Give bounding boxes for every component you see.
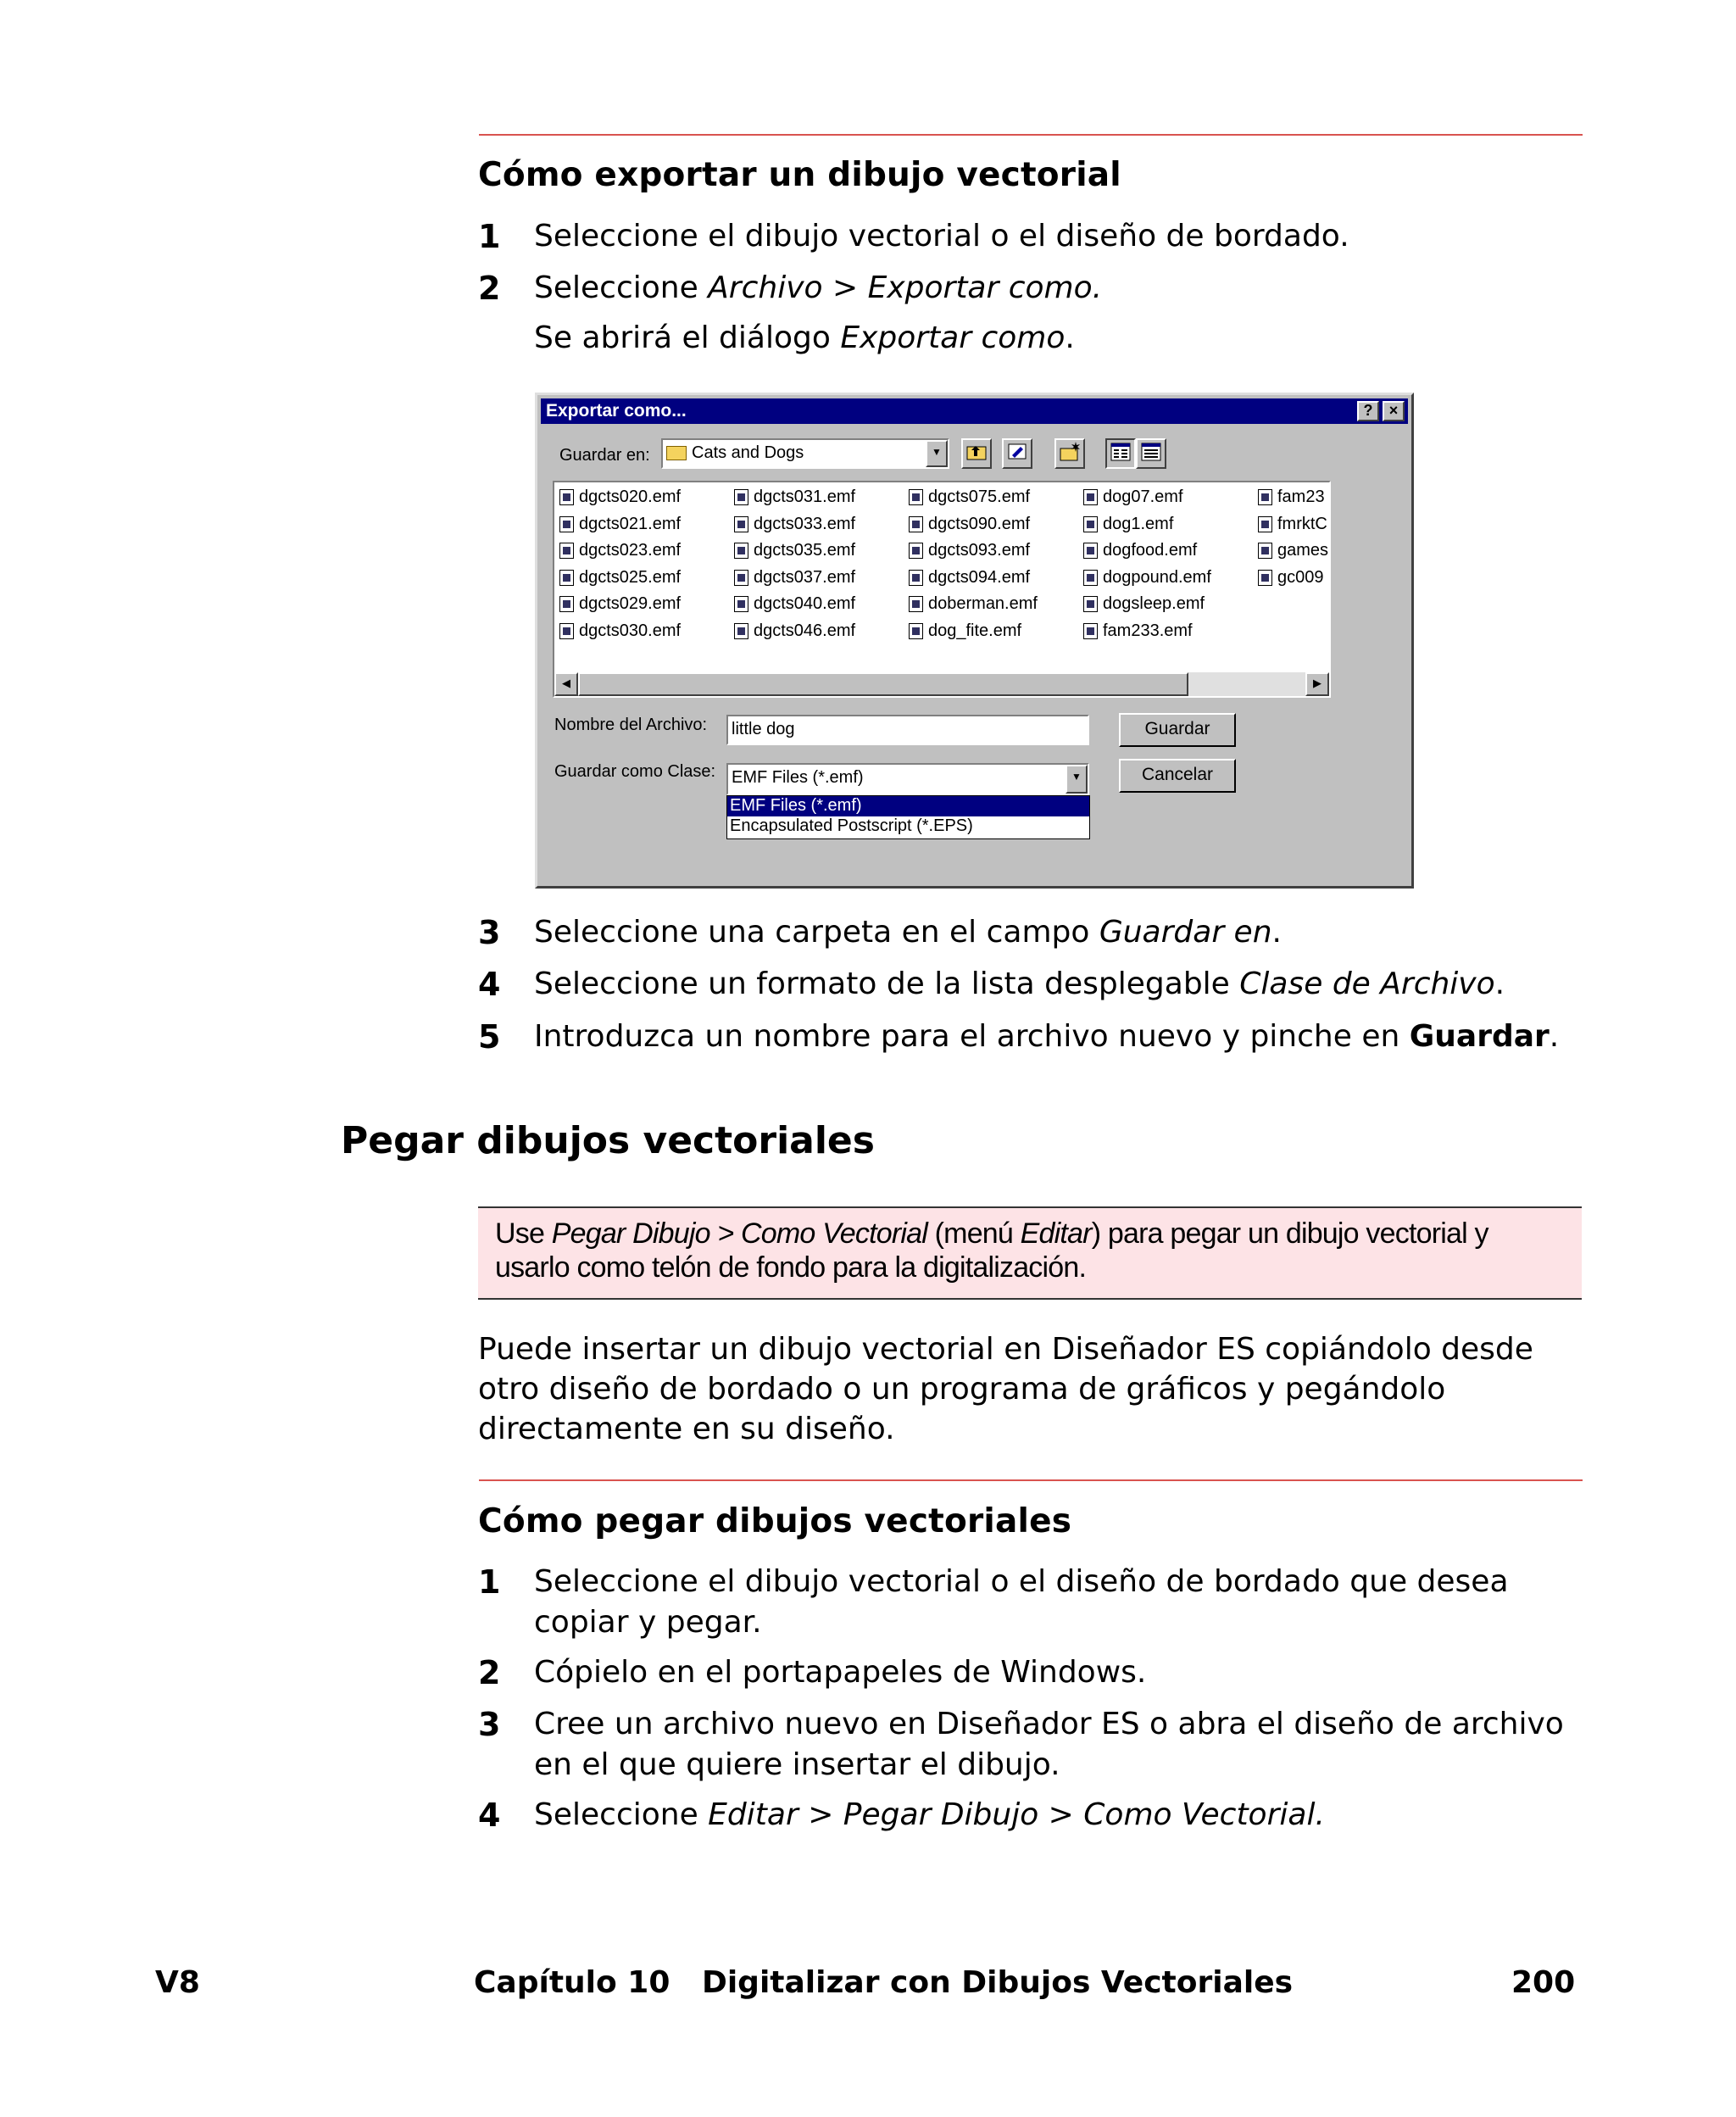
text: Seleccione — [534, 1797, 709, 1832]
note-text: Use — [495, 1217, 552, 1250]
emf-file-icon — [909, 516, 923, 532]
emf-file-icon — [559, 543, 574, 559]
step-text — [534, 1795, 1580, 1836]
file-name: games — [1277, 541, 1329, 560]
field-name: Clase de Archivo — [1239, 967, 1495, 1001]
text: Se abrirá el diálogo — [534, 320, 841, 355]
scroll-left-button[interactable]: ◀ — [554, 672, 578, 696]
file-name: dog_fite.emf — [928, 621, 1022, 640]
menu-path: Archivo > Exportar como. — [708, 270, 1103, 305]
file-item[interactable] — [905, 511, 1079, 538]
file-item[interactable] — [1080, 565, 1254, 592]
file-item[interactable] — [731, 538, 904, 565]
file-item[interactable] — [731, 618, 904, 645]
step-4 — [478, 964, 1580, 1005]
file-name: dgcts029.emf — [579, 594, 682, 613]
file-item[interactable] — [556, 511, 730, 538]
footer-chapter: Capítulo 10 Digitalizar con Dibujos Vectoriales — [474, 1965, 1294, 2000]
file-name: dgcts094.emf — [928, 567, 1031, 587]
file-name: dogfood.emf — [1103, 541, 1198, 560]
step-text: Seleccione el dibujo vectorial o el diseño de bordado. — [534, 219, 1349, 253]
file-name: dog1.emf — [1103, 514, 1174, 533]
paste-step-4 — [478, 1795, 1580, 1836]
emf-file-icon — [734, 543, 748, 559]
note-menu-path: Pegar Dibujo > Como Vectorial — [551, 1217, 927, 1250]
scroll-thumb[interactable] — [578, 672, 1188, 696]
step-text — [534, 964, 1580, 1005]
step-text: Seleccione el dibujo vectorial o el diseño de bordado que desea copiar y pegar. — [534, 1564, 1509, 1640]
emf-file-icon — [734, 570, 748, 586]
file-column — [1255, 484, 1331, 591]
new-folder-icon — [1058, 440, 1082, 464]
up-folder-button[interactable] — [961, 438, 992, 469]
step-3 — [478, 912, 1580, 953]
step-text — [534, 318, 1580, 359]
filename-input[interactable]: little dog — [726, 715, 1089, 745]
emf-file-icon — [909, 489, 923, 505]
menu-path: Editar > Pegar Dibujo > Como Vectorial. — [708, 1797, 1325, 1832]
step-2-result — [478, 318, 1580, 359]
horizontal-scrollbar[interactable] — [554, 672, 1329, 696]
file-name: gc009 — [1277, 567, 1324, 587]
text: . — [1271, 915, 1282, 950]
chevron-down-icon[interactable]: ▼ — [1066, 765, 1088, 794]
paste-step-2 — [478, 1652, 1580, 1693]
file-item[interactable] — [731, 511, 904, 538]
step-2 — [478, 268, 1580, 309]
file-column — [556, 484, 730, 644]
file-name: dgcts075.emf — [928, 487, 1031, 506]
note-box — [478, 1206, 1582, 1300]
help-button[interactable]: ? — [1357, 401, 1379, 421]
emf-file-icon — [909, 570, 923, 586]
step-number: 2 — [478, 270, 501, 307]
dialog-title: Exportar como... — [546, 401, 687, 421]
file-item[interactable] — [905, 538, 1079, 565]
cancel-button[interactable]: Cancelar — [1119, 759, 1236, 793]
file-item[interactable] — [1080, 484, 1254, 511]
file-item[interactable] — [556, 565, 730, 592]
emf-file-icon — [734, 489, 748, 505]
step-1 — [478, 216, 1580, 257]
field-name: Guardar en — [1099, 915, 1272, 950]
text: Seleccione una carpeta en el campo — [534, 915, 1099, 950]
text: Seleccione — [534, 270, 709, 305]
file-column — [905, 484, 1079, 644]
file-item[interactable] — [1255, 538, 1331, 565]
file-item[interactable] — [905, 618, 1079, 645]
section-rule — [479, 1479, 1583, 1481]
file-item[interactable] — [1255, 511, 1331, 538]
file-item[interactable] — [556, 538, 730, 565]
emf-file-icon — [1258, 489, 1272, 505]
note-menu-name: Editar — [1020, 1217, 1092, 1250]
emf-file-icon — [559, 596, 574, 612]
file-type-dropdown — [726, 795, 1090, 839]
file-item[interactable] — [905, 484, 1079, 511]
emf-file-icon — [1083, 543, 1098, 559]
step-number: 1 — [478, 218, 501, 255]
emf-file-icon — [1258, 543, 1272, 559]
file-type-select[interactable] — [726, 763, 1089, 795]
emf-file-icon — [559, 570, 574, 586]
file-type-value: EMF Files (*.emf) — [732, 768, 864, 787]
file-name: dgcts046.emf — [754, 621, 856, 640]
step-text — [534, 1017, 1580, 1057]
chevron-down-icon[interactable]: ▼ — [926, 440, 948, 467]
file-item[interactable] — [905, 565, 1079, 592]
footer-version: V8 — [155, 1965, 200, 2000]
file-column — [1080, 484, 1254, 644]
list-view-icon — [1109, 440, 1132, 464]
paste-step-1 — [478, 1562, 1580, 1643]
emf-file-icon — [1258, 570, 1272, 586]
file-name: dogsleep.emf — [1103, 594, 1205, 613]
heading-paste: Pegar dibujos vectoriales — [341, 1119, 875, 1162]
file-name: dgcts037.emf — [754, 567, 856, 587]
file-item[interactable] — [905, 591, 1079, 618]
step-number: 3 — [478, 914, 501, 951]
file-item[interactable] — [731, 565, 904, 592]
file-name: fam23 — [1277, 487, 1325, 506]
close-button[interactable]: × — [1383, 401, 1405, 421]
type-label: Guardar como Clase: — [554, 762, 716, 781]
file-item[interactable] — [1255, 484, 1331, 511]
list-view-button[interactable] — [1105, 438, 1136, 469]
note-text: ) para pegar un dibujo vectorial y usarlo como telón de fondo para la digitalización. — [495, 1217, 1488, 1284]
section-rule — [479, 134, 1583, 136]
text: . — [1065, 320, 1075, 355]
text: Introduzca un nombre para el archivo nuevo y pinche en — [534, 1019, 1410, 1054]
details-view-icon — [1139, 440, 1163, 464]
save-in-label: Guardar en: — [559, 446, 650, 465]
emf-file-icon — [909, 596, 923, 612]
file-name: dgcts033.emf — [754, 514, 856, 533]
file-name: dog07.emf — [1103, 487, 1183, 506]
save-in-value: Cats and Dogs — [692, 443, 804, 462]
file-item[interactable] — [731, 591, 904, 618]
file-type-option-eps[interactable]: Encapsulated Postscript (*.EPS) — [730, 816, 973, 835]
details-view-button[interactable] — [1136, 438, 1166, 469]
folder-icon — [666, 446, 687, 460]
file-name: dgcts031.emf — [754, 487, 856, 506]
file-name: dgcts035.emf — [754, 541, 856, 560]
step-number: 5 — [478, 1018, 501, 1056]
file-type-option-emf[interactable]: EMF Files (*.emf) — [727, 796, 1089, 816]
emf-file-icon — [734, 623, 748, 639]
step-text — [534, 268, 1580, 309]
dialog-name: Exportar como — [840, 320, 1066, 355]
export-dialog — [535, 393, 1414, 889]
desktop-icon — [1005, 440, 1029, 464]
note-text: (menú — [927, 1217, 1021, 1250]
file-item[interactable] — [556, 591, 730, 618]
file-name: dgcts030.emf — [579, 621, 682, 640]
file-item[interactable] — [1080, 538, 1254, 565]
file-item[interactable] — [1080, 618, 1254, 645]
scroll-right-button[interactable]: ▶ — [1305, 672, 1329, 696]
step-number: 4 — [478, 1797, 501, 1834]
file-name: dogpound.emf — [1103, 567, 1211, 587]
file-item[interactable] — [556, 484, 730, 511]
text: . — [1549, 1019, 1560, 1054]
emf-file-icon — [734, 596, 748, 612]
save-in-combo[interactable] — [661, 438, 949, 469]
file-item[interactable] — [1255, 565, 1331, 592]
heading-how-to-paste: Cómo pegar dibujos vectoriales — [478, 1502, 1072, 1540]
step-number: 2 — [478, 1654, 501, 1691]
dialog-titlebar — [541, 398, 1408, 424]
file-list[interactable] — [553, 481, 1331, 698]
emf-file-icon — [559, 623, 574, 639]
emf-file-icon — [1258, 516, 1272, 532]
step-text — [534, 912, 1580, 953]
file-name: doberman.emf — [928, 594, 1038, 613]
file-name: dgcts090.emf — [928, 514, 1031, 533]
file-item[interactable] — [556, 618, 730, 645]
text: . — [1494, 967, 1505, 1001]
file-name: dgcts020.emf — [579, 487, 682, 506]
file-item[interactable] — [1080, 591, 1254, 618]
file-column — [731, 484, 904, 644]
step-number: 1 — [478, 1563, 501, 1601]
button-name: Guardar — [1409, 1019, 1550, 1054]
step-5 — [478, 1017, 1580, 1057]
new-folder-button[interactable] — [1054, 438, 1085, 469]
emf-file-icon — [1083, 570, 1098, 586]
footer-page-number: 200 — [1511, 1965, 1576, 2000]
emf-file-icon — [909, 543, 923, 559]
step-number: 4 — [478, 966, 501, 1003]
emf-file-icon — [734, 516, 748, 532]
heading-export: Cómo exportar un dibujo vectorial — [478, 156, 1121, 194]
text: Seleccione un formato de la lista desplegable — [534, 967, 1240, 1001]
file-name: dgcts093.emf — [928, 541, 1031, 560]
file-name: dgcts025.emf — [579, 567, 682, 587]
emf-file-icon — [559, 516, 574, 532]
file-name: dgcts021.emf — [579, 514, 682, 533]
file-name: dgcts040.emf — [754, 594, 856, 613]
filename-label: Nombre del Archivo: — [554, 716, 708, 734]
emf-file-icon — [1083, 623, 1098, 639]
file-name: fmrktC — [1277, 514, 1327, 533]
emf-file-icon — [1083, 489, 1098, 505]
file-name: dgcts023.emf — [579, 541, 682, 560]
step-number: 3 — [478, 1706, 501, 1743]
file-item[interactable] — [731, 484, 904, 511]
emf-file-icon — [1083, 596, 1098, 612]
emf-file-icon — [909, 623, 923, 639]
emf-file-icon — [559, 489, 574, 505]
paste-paragraph: Puede insertar un dibujo vectorial en Diseñador ES copiándolo desde otro diseño de bordado o un programa de gráficos y pegándolo directamente en su diseño. — [478, 1332, 1533, 1446]
file-item[interactable] — [1080, 511, 1254, 538]
emf-file-icon — [1083, 516, 1098, 532]
up-folder-icon — [965, 440, 988, 464]
step-text: Cree un archivo nuevo en Diseñador ES o abra el diseño de archivo en el que quiere insertar el dibujo. — [534, 1707, 1564, 1782]
step-text: Cópielo en el portapapeles de Windows. — [534, 1655, 1147, 1690]
paste-step-3 — [478, 1704, 1580, 1786]
file-name: fam233.emf — [1103, 621, 1193, 640]
desktop-button[interactable] — [1002, 438, 1032, 469]
save-button[interactable]: Guardar — [1119, 713, 1236, 747]
